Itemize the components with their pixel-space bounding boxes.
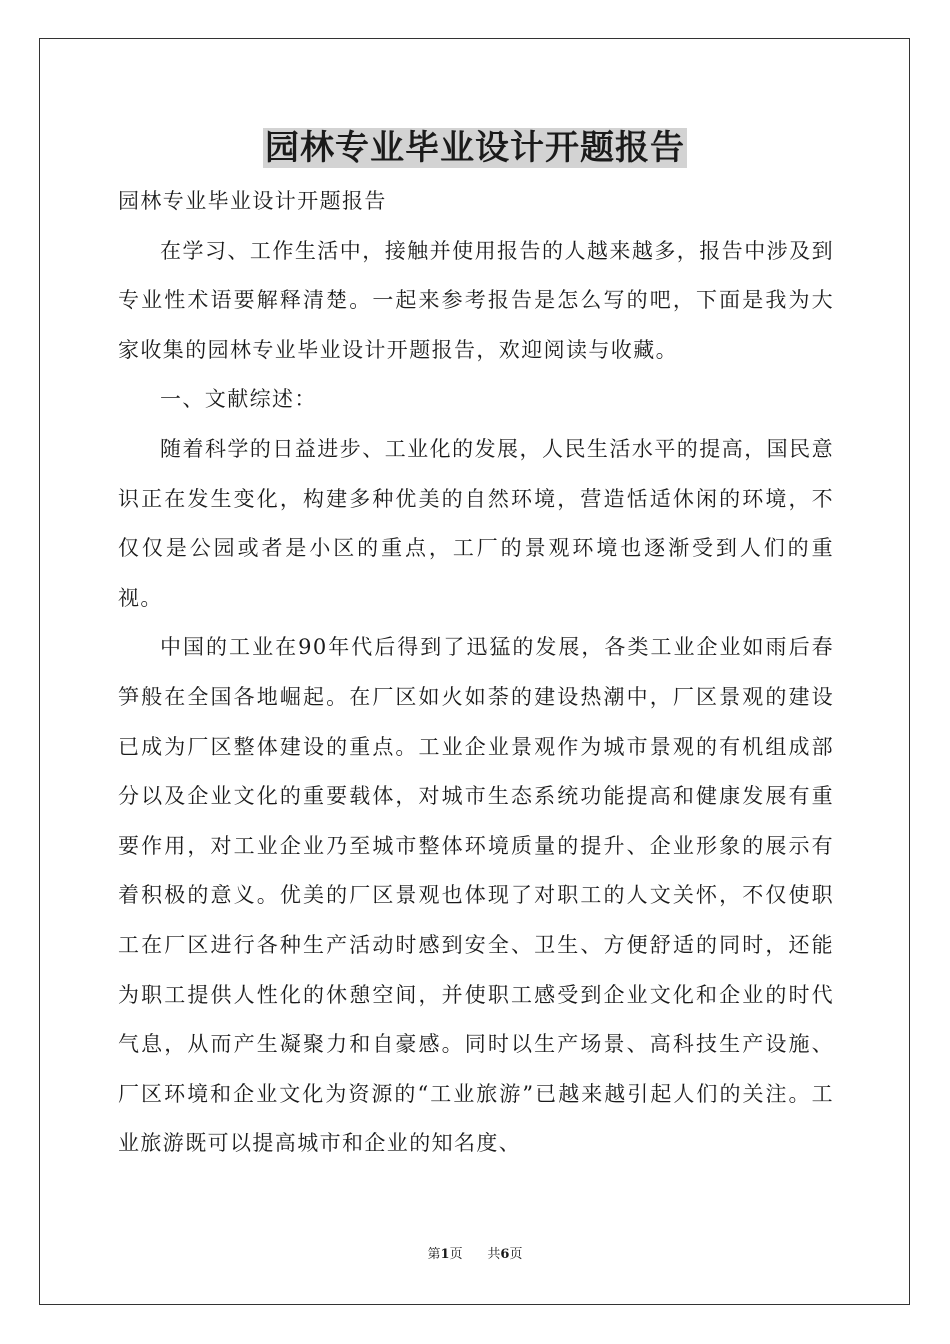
document-body (118, 177, 834, 1169)
section-heading-literature-review: 一、文献综述： (160, 387, 317, 412)
page-number (428, 1247, 463, 1262)
current-page: 1 (440, 1247, 450, 1262)
body-paragraph: 随着科学的日益进步、工业化的发展，人民生活水平的提高，国民意识正在发生变化，构建多种优美的自然环境，营造恬适休闲的环境，不仅仅是公园或者是小区的重点，工厂的景观环境也逐渐受到人们的重视。 (118, 436, 834, 610)
page-footer (0, 1245, 950, 1265)
document-title-text: 园林专业毕业设计开题报告 (265, 128, 685, 168)
total-suffix: 页 (509, 1247, 523, 1262)
total-pages: 6 (500, 1247, 510, 1262)
total-prefix: 共 (487, 1247, 501, 1262)
page-suffix: 页 (449, 1247, 463, 1262)
document-title (0, 124, 950, 172)
document-subtitle: 园林专业毕业设计开题报告 (118, 189, 387, 213)
page-total (487, 1247, 522, 1262)
intro-paragraph: 在学习、工作生活中，接触并使用报告的人越来越多，报告中涉及到专业性术语要解释清楚。一起来参考报告是怎么写的吧，下面是我为大家收集的园林专业毕业设计开题报告，欢迎阅读与收藏。 (118, 238, 834, 362)
page-prefix: 第 (427, 1247, 441, 1262)
body-paragraph: 中国的工业在90年代后得到了迅猛的发展，各类工业企业如雨后春笋般在全国各地崛起。在厂区如火如荼的建设热潮中，厂区景观的建设已成为厂区整体建设的重点。工业企业景观作为城市景观的有机组成部分以及企业文化的重要载体，对城市生态系统功能提高和健康发展有重要作用，对工业企业乃至城市整体环境质量的提升、企业形象的展示有着积极的意义。优美的厂区景观也体现了对职工的人文关怀，不仅使职工在厂区进行各种生产活动时感到安全、卫生、方便舒适的同时，还能为职工提供人性化的休憩空间，并使职工感受到企业文化和企业的时代气息，从而产生凝聚力和自豪感。同时以生产场景、高科技生产设施、厂区环境和企业文化为资源的“工业旅游”已越来越引起人们的关注。工业旅游既可以提高城市和企业的知名度、 (118, 635, 834, 1156)
